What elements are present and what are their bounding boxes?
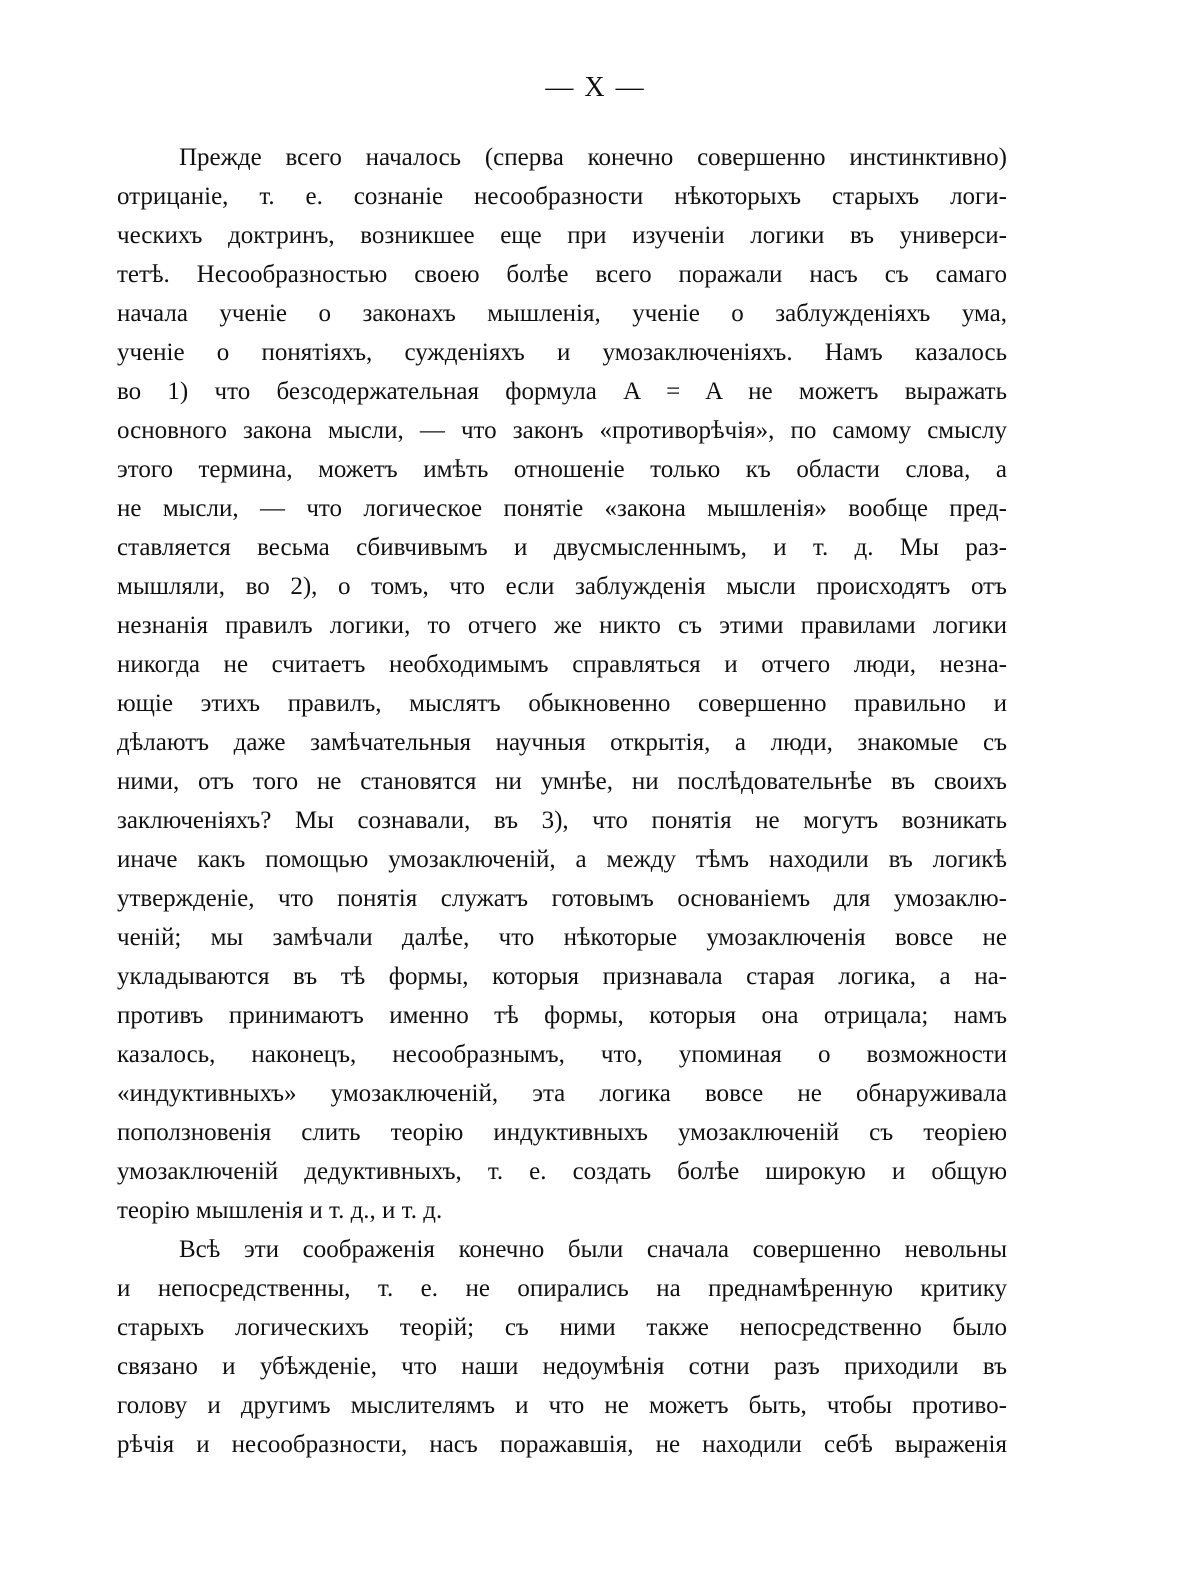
text-line: старыхъ логическихъ теорій; съ ними также непосредственно было [117, 1314, 1007, 1341]
text-line: ученіе о понятіяхъ, сужденіяхъ и умозаключеніяхъ. Намъ казалось [117, 339, 1007, 366]
text-line: во 1) что безсодержательная формула A = A не можетъ выражать [117, 378, 1007, 405]
text-line: никогда не считаетъ необходимымъ справляться и отчего люди, незна- [117, 651, 1007, 678]
text-line: ческихъ доктринъ, возникшее еще при изученіи логики въ универси- [117, 222, 1007, 249]
text-line: голову и другимъ мыслителямъ и что не можетъ быть, чтобы противо- [117, 1392, 1007, 1419]
text-line: Прежде всего началось (сперва конечно совершенно инстинктивно) [179, 144, 1007, 171]
text-line: ченій; мы замѣчали далѣе, что нѣкоторые умозаключенія вовсе не [117, 924, 1007, 951]
text-line: мышляли, во 2), о томъ, что если заблужденія мысли происходятъ отъ [117, 573, 1007, 600]
text-line: основного закона мысли, — что законъ «противорѣчія», по самому смыслу [117, 417, 1007, 444]
paragraph-1 [117, 138, 1007, 1230]
text-line: иначе какъ помощью умозаключеній, а между тѣмъ находили въ логикѣ [117, 846, 1007, 873]
text-line: Всѣ эти соображенія конечно были сначала совершенно невольны [179, 1236, 1007, 1263]
text-line: этого термина, можетъ имѣть отношеніе только къ области слова, а [117, 456, 1007, 483]
body-text [117, 138, 1007, 1464]
text-line: поползновенія слить теорію индуктивныхъ умозаключеній съ теоріею [117, 1119, 1007, 1146]
text-line: дѣлаютъ даже замѣчательныя научныя открытія, а люди, знакомые съ [117, 729, 1007, 756]
text-line: умозаключеній дедуктивныхъ, т. е. создать болѣе широкую и общую [117, 1158, 1007, 1185]
text-line: «индуктивныхъ» умозаключеній, эта логика вовсе не обнаруживала [117, 1080, 1007, 1107]
text-line: тетѣ. Несообразностью своею болѣе всего поражали насъ съ самаго [117, 261, 1007, 288]
text-line: казалось, наконецъ, несообразнымъ, что, упоминая о возможности [117, 1041, 1007, 1068]
text-line: ющіе этихъ правилъ, мыслятъ обыкновенно совершенно правильно и [117, 690, 1007, 717]
page-number: — X — [545, 72, 646, 103]
text-line: и непосредственны, т. е. не опирались на преднамѣренную критику [117, 1275, 1007, 1302]
text-line: ними, отъ того не становятся ни умнѣе, ни послѣдовательнѣе въ своихъ [117, 768, 1007, 795]
text-line: отрицаніе, т. е. сознаніе несообразности нѣкоторыхъ старыхъ логи- [117, 183, 1007, 210]
text-line: теорію мышленія и т. д., и т. д. [117, 1197, 443, 1224]
text-line: укладываются въ тѣ формы, которыя признавала старая логика, а на- [117, 963, 1007, 990]
text-line: начала ученіе о законахъ мышленія, ученіе о заблужденіяхъ ума, [117, 300, 1007, 327]
text-line: рѣчія и несообразности, насъ поражавшія, не находили себѣ выраженія [117, 1431, 1007, 1458]
text-line: незнанія правилъ логики, то отчего же никто съ этими правилами логики [117, 612, 1007, 639]
text-line: противъ принимаютъ именно тѣ формы, которыя она отрицала; намъ [117, 1002, 1007, 1029]
text-line: не мысли, — что логическое понятіе «закона мышленія» вообще пред- [117, 495, 1007, 522]
text-line: ставляется весьма сбивчивымъ и двусмысленнымъ, и т. д. Мы раз- [117, 534, 1007, 561]
text-line: связано и убѣжденіе, что наши недоумѣнія сотни разъ приходили въ [117, 1353, 1007, 1380]
paragraph-2 [117, 1230, 1007, 1464]
text-line: утвержденіе, что понятія служатъ готовымъ основаніемъ для умозаклю- [117, 885, 1007, 912]
text-line: заключеніяхъ? Мы сознавали, въ 3), что понятія не могутъ возникать [117, 807, 1007, 834]
